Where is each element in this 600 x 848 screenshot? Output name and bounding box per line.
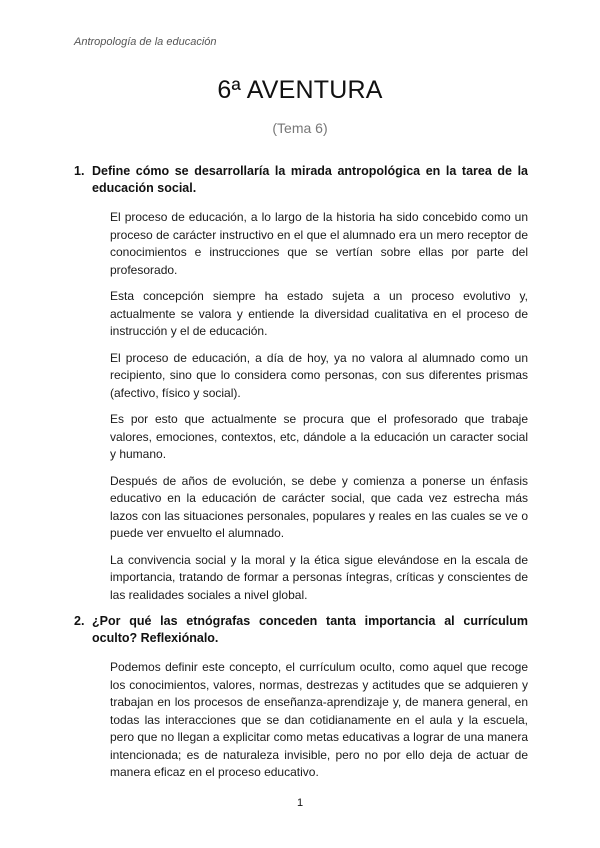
answer-paragraph: El proceso de educación, a día de hoy, ya no valora al alumnado como un recipiento, sino que lo considera como personas, con sus diferentes prismas (afectivo, físico y social). xyxy=(110,350,528,400)
question-number: 2. xyxy=(74,614,85,628)
question-number: 1. xyxy=(74,164,85,178)
question-2 xyxy=(74,613,528,647)
document-title: 6ª AVENTURA xyxy=(217,76,383,104)
answer-paragraph: Después de años de evolución, se debe y comienza a ponerse un énfasis educativo en la educación de carácter social, que cada vez estrecha más lazos con las situaciones personales, populares y reales en las cuales se ve o puede ver envuelto el alumnado. xyxy=(110,473,528,540)
document-body xyxy=(74,163,528,791)
answer-paragraph: La convivencia social y la moral y la ética sigue elevándose en la escala de importancia, tratando de formar a personas íntegras, críticas y conscientes de las realidades sociales a nivel global. xyxy=(110,552,528,602)
document-subtitle: (Tema 6) xyxy=(272,120,328,136)
answer-paragraph: Esta concepción siempre ha estado sujeta a un proceso evolutivo y, actualmente se valora y entiende la diversidad cualitativa en el proceso de instrucción y el de educación. xyxy=(110,289,528,338)
question-1 xyxy=(74,163,528,197)
page-number: 1 xyxy=(296,797,304,809)
running-header: Antropología de la educación xyxy=(74,36,217,48)
question-text: ¿Por qué las etnógrafas conceden tanta importancia al currículum oculto? Reflexiónalo. xyxy=(92,614,528,645)
answer-paragraph: Es por esto que actualmente se procura que el profesorado que trabaje valores, emociones, contextos, etc, dándole a la educación un caracter social y humano. xyxy=(110,412,528,461)
answer-paragraph: El proceso de educación, a lo largo de la historia ha sido concebido como un proceso de carácter instructivo en el que el alumnado era un mero receptor de conocimientos e instrucciones que se vertían sobre ellas por parte del profesorado. xyxy=(110,210,528,277)
question-text: Define cómo se desarrollaría la mirada antropológica en la tarea de la educación social. xyxy=(92,164,528,195)
answer-paragraph: Podemos definir este concepto, el currículum oculto, como aquel que recoge los conocimientos, valores, normas, destrezas y actitudes que se adquieren y trabajan en los procesos de enseñanza-aprendizaje y, de manera general, en todas las interacciones que se dan cotidianamente en el aula y la escuela, pero que no llegan a explicitar como metas educativas a lograr de una manera intencionada; es de naturaleza invisible, pero no por ello deja de actuar de manera eficaz en el proceso educativo. xyxy=(110,660,528,779)
